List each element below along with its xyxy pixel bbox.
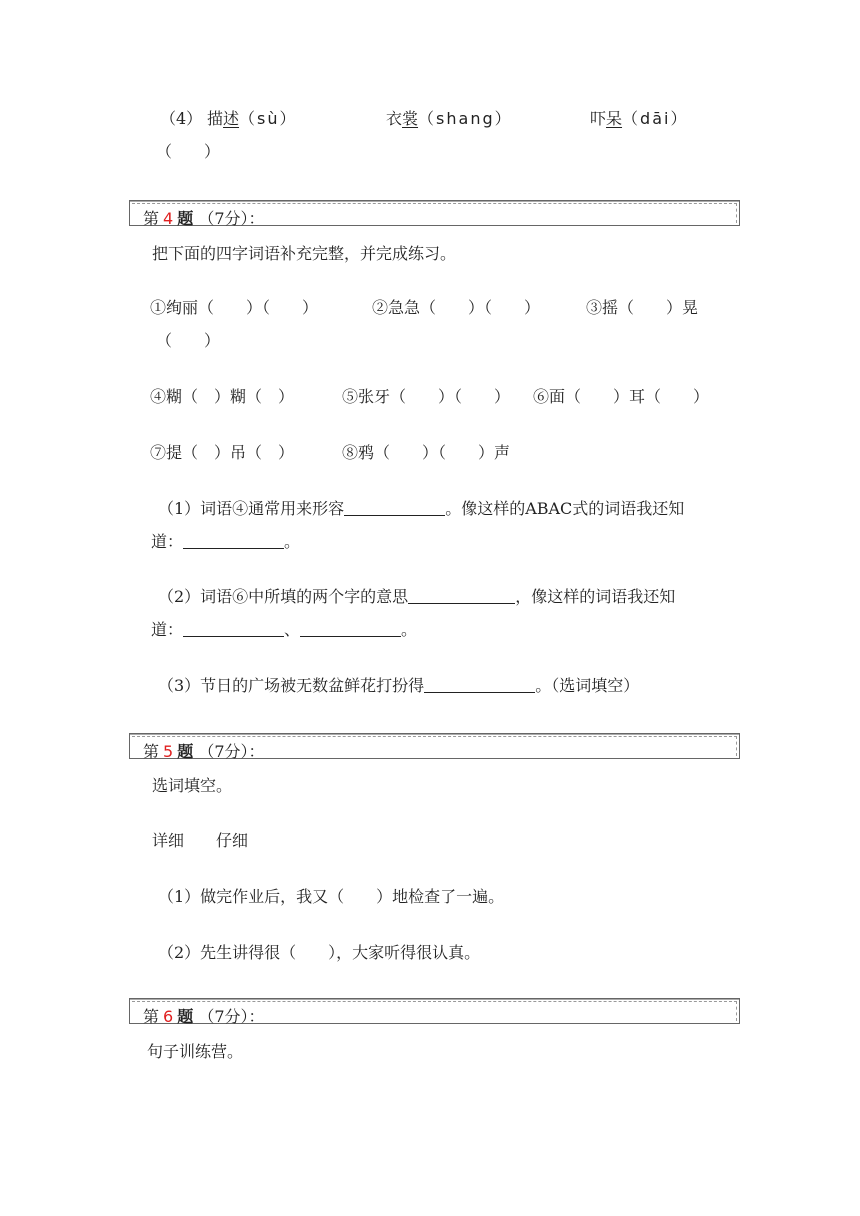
question-6-number: 6 bbox=[163, 1007, 174, 1026]
pinyin-answer-paren: （ ） bbox=[156, 142, 221, 161]
q4-sub-1-line2 bbox=[151, 529, 300, 552]
question-6-label: 第 bbox=[143, 1007, 160, 1026]
q4-sub-2-text-e: 。 bbox=[401, 620, 418, 639]
q4-sub-3-text-b: 。（选词填空） bbox=[535, 676, 640, 695]
q4-sub-2-line1 bbox=[158, 584, 675, 607]
q4-sub-1-text-a: （1）词语④通常用来形容 bbox=[158, 499, 345, 518]
question-4-header bbox=[129, 200, 740, 226]
pinyin-word-3-underlined: 呆 bbox=[606, 109, 623, 128]
pinyin-word-2-underlined: 裳 bbox=[402, 109, 419, 128]
q4-item-1: ①绚丽（ ）（ ） bbox=[150, 298, 319, 317]
question-4-score: （7分）： bbox=[198, 209, 265, 228]
q4-sub-1-text-b: 。像这样的ABAC式的词语我还知 bbox=[445, 499, 685, 518]
question-6-ti: 题 bbox=[177, 1007, 194, 1026]
q4-sub-1-text-d: 。 bbox=[284, 532, 301, 551]
answer-blank[interactable] bbox=[408, 587, 515, 604]
q5-word-choices: 详细 仔细 bbox=[152, 831, 249, 850]
q4-sub-1-line1 bbox=[158, 496, 684, 519]
q4-sub-3 bbox=[158, 673, 639, 696]
q4-sub-2-text-b: ，像这样的词语我还知 bbox=[515, 587, 676, 606]
pinyin-word-1 bbox=[207, 106, 298, 129]
question-4-ti: 题 bbox=[177, 209, 194, 228]
q4-sub-2-line2 bbox=[151, 617, 417, 640]
pinyin-word-1-underlined: 述 bbox=[223, 109, 240, 128]
question-5-title bbox=[143, 739, 265, 762]
pinyin-word-1-pinyin: （sù） bbox=[239, 109, 298, 128]
q4-sub-2-text-a: （2）词语⑥中所填的两个字的意思 bbox=[158, 587, 409, 606]
question-6-title bbox=[143, 1004, 265, 1027]
question-4-label: 第 bbox=[143, 209, 160, 228]
q4-item-4: ④糊（ ）糊（ ） bbox=[150, 387, 295, 406]
q4-sub-3-text-a: （3）节日的广场被无数盆鲜花打扮得 bbox=[158, 676, 425, 695]
pinyin-word-3 bbox=[590, 106, 688, 129]
pinyin-word-3-pinyin: （dāi） bbox=[622, 109, 689, 128]
question-5-score: （7分）： bbox=[198, 742, 265, 761]
answer-blank[interactable] bbox=[344, 499, 445, 516]
q4-item-7: ⑦提（ ）吊（ ） bbox=[150, 443, 295, 462]
question-4-title bbox=[143, 206, 265, 229]
pinyin-item-number: （4） bbox=[160, 109, 203, 128]
pinyin-word-2 bbox=[386, 106, 513, 129]
q4-item-2: ②急急（ ）（ ） bbox=[372, 298, 541, 317]
q5-sentence-1: （1）做完作业后，我又（ ）地检查了一遍。 bbox=[158, 887, 505, 906]
q4-sub-2-text-c: 道： bbox=[151, 620, 184, 639]
question-6-header bbox=[129, 998, 740, 1024]
answer-blank[interactable] bbox=[183, 620, 284, 637]
question-5-header bbox=[129, 733, 740, 759]
pinyin-word-1-char: 描 bbox=[207, 109, 224, 128]
question-5-number: 5 bbox=[163, 742, 174, 761]
answer-blank[interactable] bbox=[183, 532, 284, 549]
q4-item-3-wrap: （ ） bbox=[156, 331, 221, 350]
pinyin-word-2-pinyin: （shang） bbox=[418, 109, 513, 128]
q4-item-6: ⑥面（ ）耳（ ） bbox=[533, 387, 710, 406]
question-5-ti: 题 bbox=[177, 742, 194, 761]
pinyin-word-3-char: 吓 bbox=[590, 109, 607, 128]
q4-item-3: ③摇（ ）晃 bbox=[586, 298, 699, 317]
question-4-instruction: 把下面的四字词语补充完整，并完成练习。 bbox=[152, 244, 457, 263]
q4-sub-2-text-d: 、 bbox=[284, 620, 301, 639]
answer-blank[interactable] bbox=[424, 676, 535, 693]
q4-sub-1-text-c: 道： bbox=[151, 532, 184, 551]
q4-item-8: ⑧鸦（ ）（ ）声 bbox=[342, 443, 511, 462]
question-5-instruction: 选词填空。 bbox=[152, 776, 233, 795]
q5-sentence-2: （2）先生讲得很（ ），大家听得很认真。 bbox=[158, 943, 481, 962]
question-4-number: 4 bbox=[163, 209, 174, 228]
question-5-label: 第 bbox=[143, 742, 160, 761]
answer-blank[interactable] bbox=[300, 620, 401, 637]
pinyin-word-2-char: 衣 bbox=[386, 109, 403, 128]
q4-item-5: ⑤张牙（ ）（ ） bbox=[342, 387, 511, 406]
question-6-instruction: 句子训练营。 bbox=[147, 1042, 244, 1061]
question-6-score: （7分）： bbox=[198, 1007, 265, 1026]
